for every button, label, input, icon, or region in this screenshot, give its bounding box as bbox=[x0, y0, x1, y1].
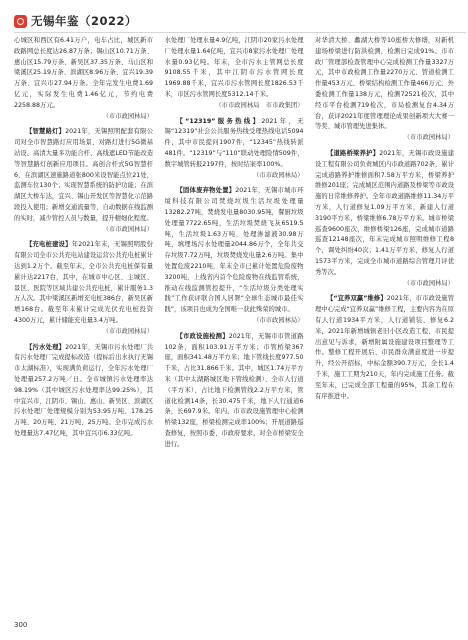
article-entry bbox=[14, 240, 153, 337]
article-paragraph bbox=[315, 36, 454, 133]
article-paragraph bbox=[315, 149, 454, 279]
article-entry bbox=[165, 186, 304, 326]
article-body: 2021年，无锡市市管道路102条，面积103.91万平方米；市管桥梁367座，面积341.48万平方米；地下管线长度977.50千米，占比31.866千米。其中，城区1.74万平方米（其中太湖路城区地下管线检测）、全市人行道（平方米）、占比地下检测管线2.2万平方米，管道化检测14条，长30.475千米，地下人行通道6条，长697.9米。年内，市市政设施管理中心检测桥梁132座，桥梁检测完成率100%；开展道路巡查修复，按照市委、市政府要求，对全市桥梁安全进行。 bbox=[164, 332, 304, 448]
article-paragraph bbox=[315, 294, 454, 402]
article-paragraph bbox=[14, 343, 153, 440]
column-1 bbox=[14, 36, 153, 604]
article-body: 2021年，市市政设施管理中心完成“宜养双赢”维修工程，主要内容为在原有人行道1934平方米，人行道铺装、修复6.2米，2021年新增城镇老旧小区改造工程、市民提出意见与诉求，新增附属设施建设项目整理等工作。整修工程开展后、市民群众满意度进一步提升，经公开招标，中标金额390.7万元，全长1.4千米，施工工期为210天，年内完成施工任务。截至年末，已完成全部工程量的95%，其余工程在有序推进中。 bbox=[315, 295, 454, 400]
column-3 bbox=[315, 36, 454, 604]
article-heading: 【固体废弃物处置】 bbox=[176, 187, 236, 195]
article-paragraph bbox=[14, 36, 153, 112]
article-entry bbox=[315, 36, 454, 144]
source-attribution: （市市政园林局） bbox=[403, 134, 454, 142]
article-heading: 【道路桥梁养护】 bbox=[327, 149, 380, 157]
source-attribution: （市市政园林局 市市政集团） bbox=[215, 101, 304, 109]
article-heading: 【污水处理】 bbox=[26, 343, 66, 351]
article-body: 对华清大桥、蠡湖大桥等10座桥大修缮，对新机建场桥梁进行防洪检测，检测日完成91%。市市政厂管理部检查管理中心完成检测工作量3327万元，其中市政检测工作量2270万元、管道检测工作量453万元、桥梁结构检测工作量466万元、外委检测工作量138万元，检测72521检次，其中经市平台检测719检次，市局检测复台4.34万台，获评2021年度管理理论成果创新项大大赛一等奖、城市管理先进集体。 bbox=[315, 37, 454, 131]
source-attribution: （市市政园林局） bbox=[403, 279, 454, 287]
source-attribution: （市市政园林局） bbox=[253, 316, 304, 324]
article-entry bbox=[165, 117, 304, 182]
article-entry bbox=[165, 332, 304, 451]
article-heading: 【“12319”服务热线】 bbox=[176, 117, 262, 125]
article-paragraph bbox=[165, 332, 304, 451]
book-title: 无锡年鉴（2022） bbox=[31, 14, 138, 28]
article-body: 2021年，无锡市政设施建设工程有限公司负责城区内市政道路702条，累计完成道路养护维修面积7.58万平方米，桥梁养护维修201座；完成城区范围内道路及桥梁等市政设施的日常维修养护。全年市政道路维修11.34万平方米，人行道修复1.09万平方米，新建人行道3190平方米，桥梁维修6.78万平方米。城市桥梁巡查9600座次，维修桥梁126座，完成城市道路巡查12148座次，年末完成城市照明维修工程8个，调处纠纷40次；1.41万平方米，修复人行道1573平方米，完成全市城市道路综合管理月评优秀等次。 bbox=[315, 149, 454, 276]
article-heading: 【充电桩建设】 bbox=[26, 241, 72, 249]
article-entry bbox=[315, 149, 454, 289]
article-entry bbox=[315, 294, 454, 402]
page-header bbox=[14, 10, 466, 33]
yearbook-logo-icon bbox=[14, 15, 27, 28]
article-entry bbox=[165, 36, 304, 112]
column-2 bbox=[165, 36, 304, 604]
article-heading: 【“宜养双赢”维修】 bbox=[327, 295, 387, 303]
article-paragraph bbox=[14, 240, 153, 326]
article-entry bbox=[14, 127, 153, 235]
article-body: 水处理厂处理水量4.9亿吨，江阴市20家污水处理厂处理水量1.64亿吨，宜兴市8家污水处理厂处理水量0.93亿吨。年末，全市污水主管网总长度9108.55千米，其中江阴市污水管网长度1969.88千米，宜兴市污水管网长度1826.53千米，市区污水管网长度5312.14千米。 bbox=[164, 37, 304, 98]
article-paragraph bbox=[165, 36, 304, 101]
article-paragraph bbox=[165, 186, 304, 316]
page-number: 300 bbox=[14, 621, 28, 629]
article-paragraph bbox=[165, 117, 304, 171]
article-body: 年2021年末，无锡照明股份有限公司全市公共充电站建设运营公共充电桩累计达到1.2万个。截至年末，全市公共充电桩保有量累计达2217台，其中，在城市中心区、主城区、景区、医院等区域共建公共充电桩，累计服务1.3万人次。其中梁溪区新增充电桩386台、新吴区新增168台。截至年末累计完成光伏充电桩投资4300万元，累计储能充电量3.4万吨。 bbox=[14, 241, 153, 324]
article-paragraph bbox=[14, 127, 153, 224]
source-attribution: （市市政园林局） bbox=[253, 171, 304, 179]
article-body: 2021年，无锡市城市环境科技有限公司焚烧垃圾生活垃圾处理量13282.27吨，焚烧发电量8030.95吨，餐厨垃圾处理量7722.65吨，生活垃圾焚烧飞灰6519.5吨，生活垃圾1.63万吨，处理渗滤液30.98万吨，填埋场污水处理量2044.86万个，全年共交存垃圾7.72万吨，垃圾焚烧发电量2.6万吨。集中处置危废2210吨，年末全市已累计处置危险废物3200吨，上线省内首个危险废物在线监管系统，推动在线监测管控提升，“生活垃圾分类处理实践”工作获评联合国人居署“全球生态城市最佳实践”，该项目也成为全国唯一获此殊荣的城市。 bbox=[164, 187, 304, 314]
article-entry bbox=[14, 343, 153, 440]
article-body: 2021年，无锡“12319”社会公共服务热线受理热线电话5094件，其中市民提问1907件，“12345”热线转派481件。“12319”与“110”联动处理险情509件，数字城管转报2197件，按时结案率100%。 bbox=[164, 117, 304, 168]
source-attribution: （市市政园林局） bbox=[102, 327, 153, 335]
article-body: 2021年，无锡市污水处理厂共有污水处理厂完成提标改造（提标后出水执行无锡市太湖标准），实现满负荷运行，全年污水处理厂处理量257.2万吨／日。全市城镇污水处理率达98.19%（其中城区污水处理率达99.25%），其中宜兴市、江阴市、锡山、惠山、新吴区、滨湖区污水处理厂处理规模分别为53.95万吨、178.25万吨、20万吨、21万吨、25万吨。全市完成污水处理量达7.47亿吨，其中宜兴市6.33亿吨。 bbox=[14, 343, 153, 437]
source-attribution: （市市政园林局） bbox=[102, 225, 153, 233]
article-heading: 【市政设施检测】 bbox=[176, 332, 229, 340]
article-entry bbox=[14, 36, 153, 122]
source-attribution: （市市政园林局） bbox=[102, 112, 153, 120]
text-columns bbox=[14, 36, 454, 604]
article-body: 2021年，无锡照明配套有限公司对全市智慧路灯应用场景、对路灯进行5G微基站设、高清大量多功能合杆、高线遮LED节能改造等智慧路灯创新应用项目。高创合杆式5G智慧杆6、在滨湖区速施路道张800米设智能点位21处，监测车位130个；实现智慧系统的防护功能；在滨湖区大桥车达，宜兴、锡山开发区等智慧化示范路段投入使用；新增交通流量等、自动数据在线监测的实时，减少管控人员与数量，提升精细化程度。 bbox=[14, 128, 153, 222]
article-heading: 【智慧路灯】 bbox=[26, 128, 66, 136]
article-body: 心城区和西区有6.41万户，电车占比，城区新市政路网总长度达26.87万条；锡山区10.71万条、惠山区15.79万条、新吴区37.35万条、马山区和梁溪区25.19万条、滨湖区8.96万条、宜兴19.39万条、宜兴市27.94万条。全年完发生电费1.69亿元，实际发生电费1.46亿元，节约电费2258.88万元。 bbox=[14, 37, 153, 109]
